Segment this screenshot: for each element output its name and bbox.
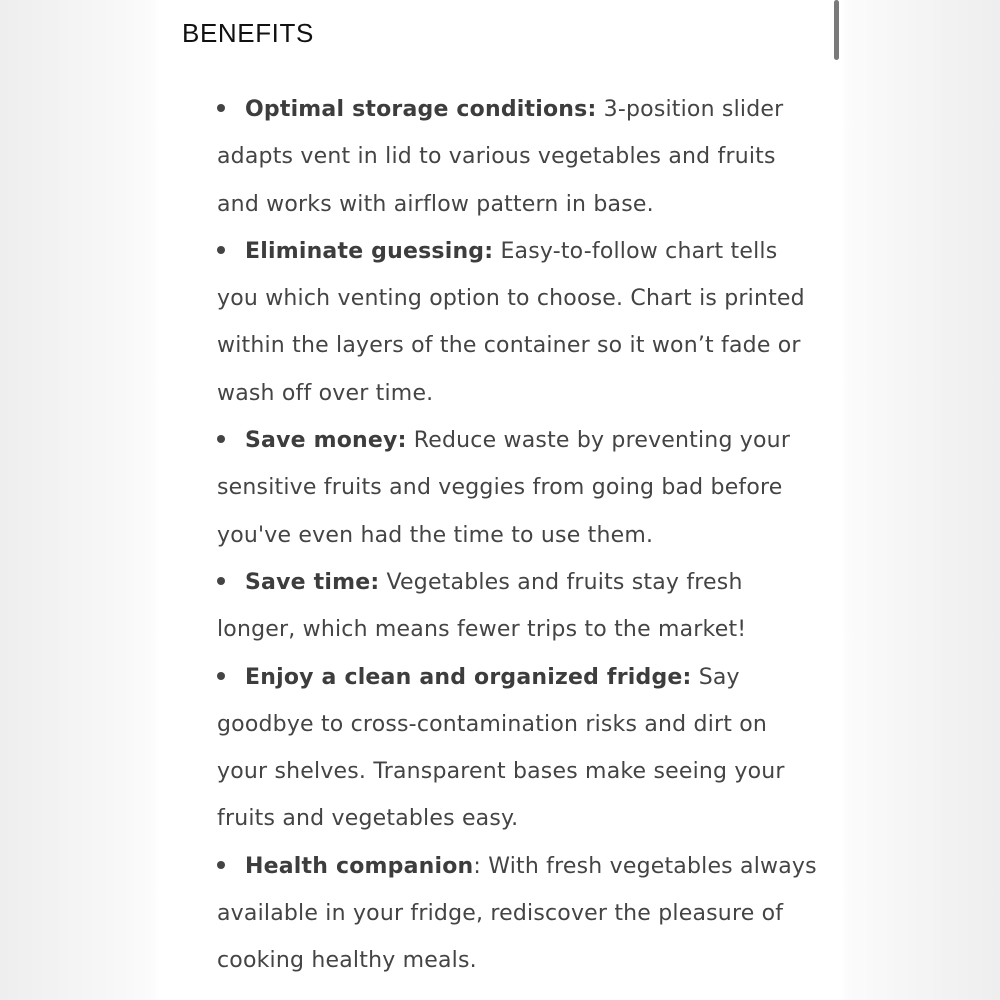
benefit-item-save-money <box>217 417 817 559</box>
benefit-item-eliminate-guessing <box>217 228 817 417</box>
scrollbar-thumb[interactable] <box>834 0 839 60</box>
benefit-text: Say goodbye to cross-contamination risks and dirt on your shelves. Transparent bases make seeing your fruits and vegetables easy. <box>217 664 785 832</box>
benefit-text: Easy-to-follow chart tells you which venting option to choose. Chart is printed within the layers of the container so it won’t fade or wash off over time. <box>217 238 805 406</box>
benefit-text: Reduce waste by preventing your sensitive fruits and veggies from going bad before you've even had the time to use them. <box>217 428 791 548</box>
bullet-icon <box>217 417 245 464</box>
benefit-title: Eliminate guessing: <box>245 238 494 264</box>
bullet-icon <box>217 86 245 133</box>
bullet-icon <box>217 843 245 890</box>
bullet-icon <box>217 228 245 275</box>
benefit-text: 3-position slider adapts vent in lid to various vegetables and fruits and works with airflow pattern in base. <box>217 97 784 217</box>
benefit-title: Optimal storage conditions: <box>245 97 597 122</box>
bullet-icon <box>217 654 245 701</box>
benefit-item-health-companion <box>217 843 817 985</box>
benefit-item-save-time <box>217 559 817 654</box>
benefit-item-clean-fridge <box>217 654 817 843</box>
benefit-item-optimal-storage <box>217 86 817 228</box>
benefits-list <box>217 86 817 985</box>
benefit-text: Vegetables and fruits stay fresh longer, which means fewer trips to the market! <box>217 569 747 643</box>
benefit-title: Save money: <box>245 428 407 454</box>
benefit-title: Health companion <box>245 853 474 879</box>
benefit-title: Save time: <box>245 569 380 595</box>
benefit-text: : With fresh vegetables always available in your fridge, rediscover the pleasure of cooking healthy meals. <box>217 853 817 974</box>
bullet-icon <box>217 559 245 606</box>
benefit-title: Enjoy a clean and organized fridge: <box>245 664 692 690</box>
section-title: BENEFITS <box>182 18 314 48</box>
